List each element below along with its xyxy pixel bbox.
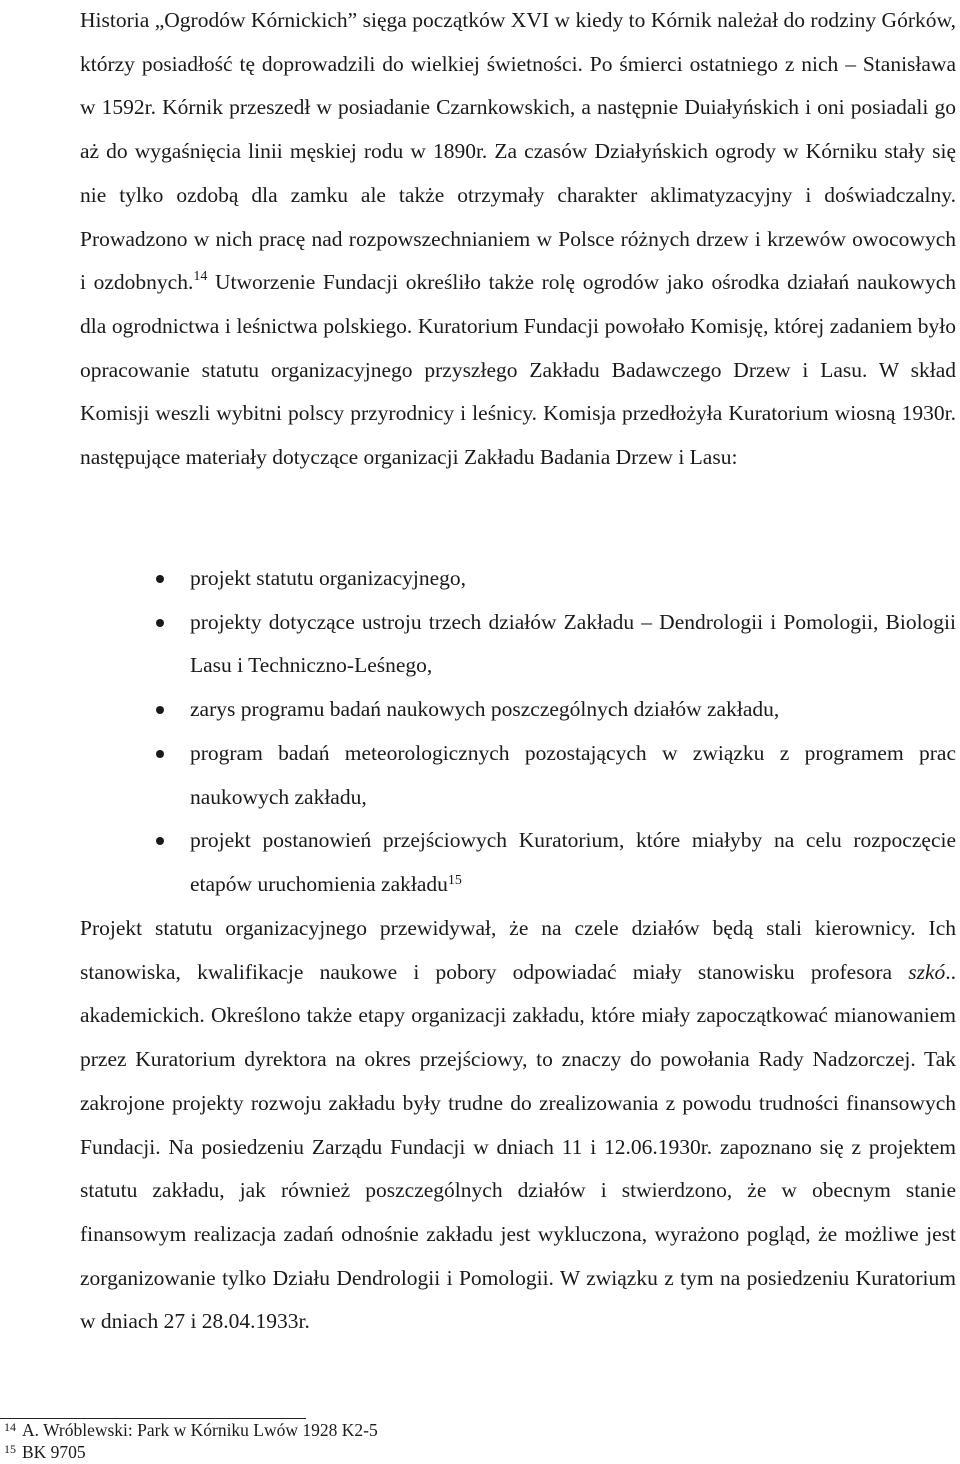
paragraph-text: Projekt statutu organizacyjnego przewidywał, że na czele działów będą stali kierownicy. Ich stanowiska, kwalifikacje naukowe i pobory odpowiadać miały stanowisku profesora	[80, 916, 956, 984]
materials-list	[80, 557, 956, 907]
footnote-text: BK 9705	[22, 1442, 86, 1462]
paragraph-history	[80, 0, 956, 480]
italic-text: szkó	[908, 959, 946, 984]
footnote-14	[4, 1419, 378, 1441]
list-item	[80, 819, 956, 906]
bullet-icon	[156, 706, 164, 714]
footnote-ref-14: 14	[193, 269, 208, 285]
list-item-text: program badań meteorologicznych pozostających w związku z programem prac naukowych zakładu,	[190, 740, 956, 809]
list-item	[80, 557, 956, 601]
footnote-number: 15	[4, 1442, 16, 1456]
paragraph-text: .. akademickich. Określono także etapy organizacji zakładu, które miały zapoczątkować mianowaniem przez Kuratorium dyrektora na okres przejściowy, to znaczy do powołania Rady Nadzorczej. Tak zakrojone projekty rozwoju zakładu były trudne do zrealizowania z powodu trudności finansowych Fundacji. Na posiedzeniu Zarządu Fundacji w dniach 11 i 12.06.1930r. zapoznano się z projektem statutu zakładu, jak również poszczególnych działów i stwierdzono, że w obecnym stanie finansowym realizacja zadań odnośnie zakładu jest wykluczona, wyrażono pogląd, że możliwe jest zorganizowanie tylko Działu Dendrologii i Pomologii. W związku z tym na posiedzeniu Kuratorium w dniach 27 i 28.04.1933r.	[80, 959, 956, 1334]
list-item	[80, 601, 956, 688]
list-item-text: zarys programu badań naukowych poszczególnych działów zakładu,	[190, 697, 780, 722]
list-item-text: projekt statutu organizacyjnego,	[190, 566, 467, 590]
paragraph-text: Historia „Ogrodów Kórnickich” sięga początków XVI w kiedy to Kórnik należał do rodziny Górków, którzy posiadłość tę doprowadzili do wielkiej świetności. Po śmierci ostatniego z nich – Stanisława w 1592r. Kórnik przeszedł w posiadanie Czarnkowskich, a następnie Duiałyńskich i oni posiadali go aż do wygaśnięcia linii męskiej rodu w 1890r. Za czasów Działyńskich ogrody w Kórniku stały się nie tylko ozdobą dla zamku ale także otrzymały charakter aklimatyzacyjny i doświadczalny. Prowadzono w nich pracę nad rozpowszechnianiem w Polsce różnych drzew i krzewów owocowych i ozdobnych.	[80, 8, 956, 295]
bullet-icon	[156, 837, 164, 845]
footnote-15	[4, 1441, 86, 1463]
list-item-text: projekty dotyczące ustroju trzech działów Zakładu – Dendrologii i Pomologii, Biologii Lasu i Techniczno-Leśnego,	[190, 609, 956, 678]
footnote-number: 14	[4, 1420, 16, 1434]
paragraph-text: Utworzenie Fundacji określiło także rolę ogrodów jako ośrodka działań naukowych dla ogrodnictwa i leśnictwa polskiego. Kuratorium Fundacji powołało Komisję, której zadaniem było opracowanie statutu organizacyjnego przyszłego Zakładu Badawczego Drzew i Lasu. W skład Komisji weszli wybitni polscy przyrodnicy i leśnicy. Komisja przedłożyła Kuratorium wiosną 1930r. następujące materiały dotyczące organizacji Zakładu Badania Drzew i Lasu:	[80, 270, 956, 470]
footnote-ref-15: 15	[447, 872, 462, 888]
list-item	[80, 732, 956, 819]
footnote-text: A. Wróblewski: Park w Kórniku Lwów 1928 K2-5	[22, 1420, 378, 1440]
list-item	[80, 688, 956, 732]
list-item-text: projekt postanowień przejściowych Kuratorium, które miałyby na celu rozpoczęcie etapów uruchomienia zakładu	[190, 828, 956, 896]
bullet-icon	[156, 750, 164, 758]
bullet-icon	[156, 575, 164, 583]
bullet-icon	[156, 619, 164, 627]
paragraph-statute	[80, 907, 956, 1344]
